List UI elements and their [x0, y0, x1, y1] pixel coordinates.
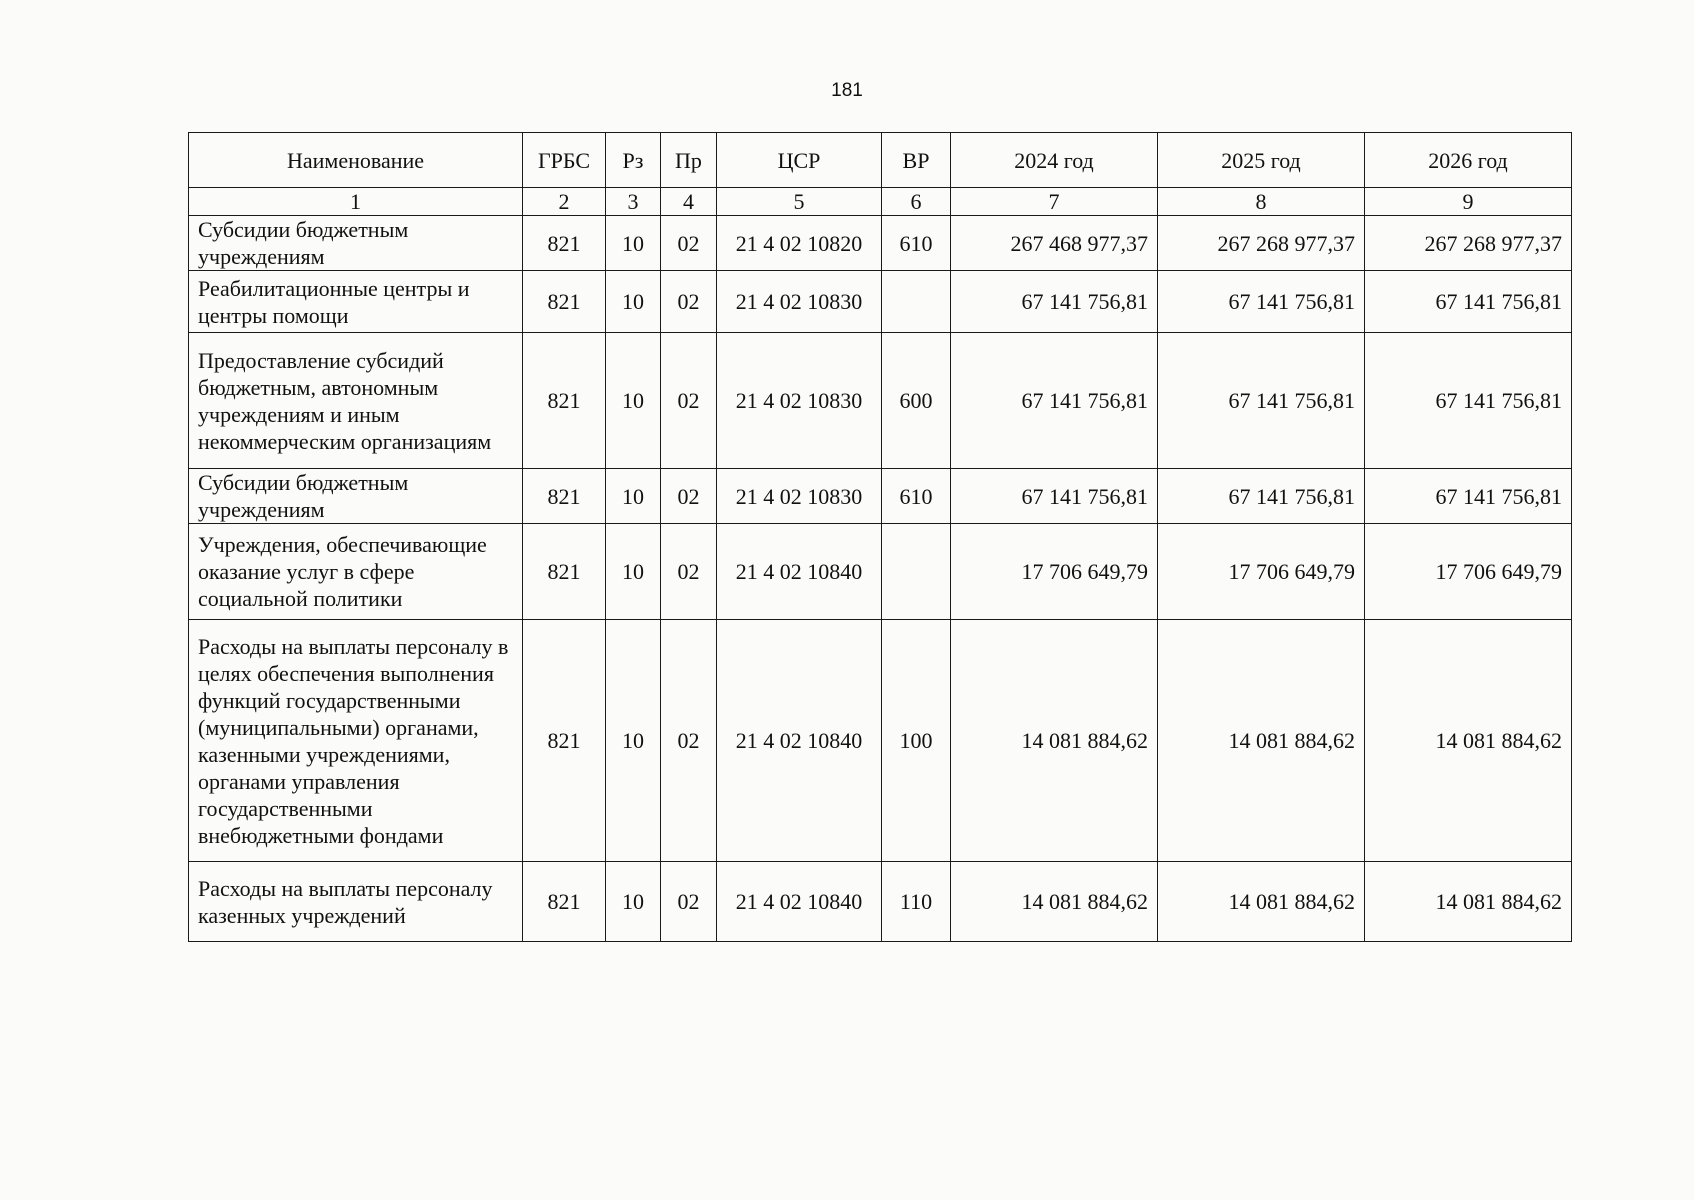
row-rz: 10	[606, 469, 661, 524]
row-pr: 02	[661, 271, 717, 333]
row-rz: 10	[606, 333, 661, 469]
column-number: 3	[606, 188, 661, 216]
column-number-row	[189, 188, 1572, 216]
header-csr: ЦСР	[717, 133, 882, 188]
row-amount-2024: 67 141 756,81	[951, 271, 1158, 333]
header-2025: 2025 год	[1158, 133, 1365, 188]
column-number: 4	[661, 188, 717, 216]
row-amount-2025: 67 141 756,81	[1158, 333, 1365, 469]
row-pr: 02	[661, 333, 717, 469]
row-vr: 100	[882, 620, 951, 862]
row-amount-2026: 14 081 884,62	[1365, 620, 1572, 862]
row-rz: 10	[606, 216, 661, 271]
row-rz: 10	[606, 862, 661, 942]
row-amount-2026: 17 706 649,79	[1365, 524, 1572, 620]
row-amount-2025: 67 141 756,81	[1158, 271, 1365, 333]
header-rz: Рз	[606, 133, 661, 188]
row-amount-2026: 267 268 977,37	[1365, 216, 1572, 271]
row-vr: 110	[882, 862, 951, 942]
row-pr: 02	[661, 620, 717, 862]
table-row	[189, 620, 1572, 862]
row-grbs: 821	[523, 620, 606, 862]
row-csr: 21 4 02 10840	[717, 862, 882, 942]
column-number: 2	[523, 188, 606, 216]
header-name: Наименование	[189, 133, 523, 188]
row-grbs: 821	[523, 333, 606, 469]
row-name: Субсидии бюджетным учреждениям	[189, 469, 523, 524]
row-amount-2024: 67 141 756,81	[951, 333, 1158, 469]
row-name: Учреждения, обеспечивающие оказание услуг в сфере социальной политики	[189, 524, 523, 620]
row-vr: 610	[882, 216, 951, 271]
row-amount-2024: 14 081 884,62	[951, 862, 1158, 942]
row-grbs: 821	[523, 524, 606, 620]
budget-table	[188, 132, 1572, 942]
row-amount-2026: 14 081 884,62	[1365, 862, 1572, 942]
row-amount-2024: 67 141 756,81	[951, 469, 1158, 524]
column-number: 5	[717, 188, 882, 216]
row-amount-2024: 17 706 649,79	[951, 524, 1158, 620]
row-csr: 21 4 02 10840	[717, 620, 882, 862]
row-csr: 21 4 02 10820	[717, 216, 882, 271]
row-grbs: 821	[523, 862, 606, 942]
row-amount-2024: 267 468 977,37	[951, 216, 1158, 271]
row-csr: 21 4 02 10840	[717, 524, 882, 620]
row-vr	[882, 524, 951, 620]
row-amount-2026: 67 141 756,81	[1365, 469, 1572, 524]
row-grbs: 821	[523, 469, 606, 524]
row-amount-2026: 67 141 756,81	[1365, 333, 1572, 469]
row-name: Реабилитационные центры и центры помощи	[189, 271, 523, 333]
table-row	[189, 333, 1572, 469]
header-grbs: ГРБС	[523, 133, 606, 188]
row-pr: 02	[661, 216, 717, 271]
row-amount-2025: 67 141 756,81	[1158, 469, 1365, 524]
column-number: 1	[189, 188, 523, 216]
table-row	[189, 862, 1572, 942]
row-pr: 02	[661, 524, 717, 620]
column-number: 9	[1365, 188, 1572, 216]
table-row	[189, 469, 1572, 524]
table-row	[189, 271, 1572, 333]
row-amount-2025: 14 081 884,62	[1158, 620, 1365, 862]
row-rz: 10	[606, 620, 661, 862]
column-number: 7	[951, 188, 1158, 216]
row-rz: 10	[606, 524, 661, 620]
row-vr: 600	[882, 333, 951, 469]
row-vr	[882, 271, 951, 333]
row-csr: 21 4 02 10830	[717, 271, 882, 333]
header-row	[189, 133, 1572, 188]
row-name: Расходы на выплаты персоналу в целях обеспечения выполнения функций государственными (муниципальными) органами, казенными учреждениями, органами управления государственными внебюджетными фондами	[189, 620, 523, 862]
row-csr: 21 4 02 10830	[717, 469, 882, 524]
row-csr: 21 4 02 10830	[717, 333, 882, 469]
row-grbs: 821	[523, 271, 606, 333]
row-pr: 02	[661, 469, 717, 524]
header-2024: 2024 год	[951, 133, 1158, 188]
row-name: Субсидии бюджетным учреждениям	[189, 216, 523, 271]
column-number: 8	[1158, 188, 1365, 216]
row-pr: 02	[661, 862, 717, 942]
header-vr: ВР	[882, 133, 951, 188]
row-amount-2025: 267 268 977,37	[1158, 216, 1365, 271]
row-name: Предоставление субсидий бюджетным, автономным учреждениям и иным некоммерческим организациям	[189, 333, 523, 469]
column-number: 6	[882, 188, 951, 216]
row-amount-2026: 67 141 756,81	[1365, 271, 1572, 333]
page-number: 181	[831, 80, 863, 101]
row-name: Расходы на выплаты персоналу казенных учреждений	[189, 862, 523, 942]
table-row	[189, 216, 1572, 271]
header-pr: Пр	[661, 133, 717, 188]
table-row	[189, 524, 1572, 620]
row-amount-2025: 14 081 884,62	[1158, 862, 1365, 942]
row-vr: 610	[882, 469, 951, 524]
row-amount-2025: 17 706 649,79	[1158, 524, 1365, 620]
header-2026: 2026 год	[1365, 133, 1572, 188]
row-grbs: 821	[523, 216, 606, 271]
row-rz: 10	[606, 271, 661, 333]
row-amount-2024: 14 081 884,62	[951, 620, 1158, 862]
